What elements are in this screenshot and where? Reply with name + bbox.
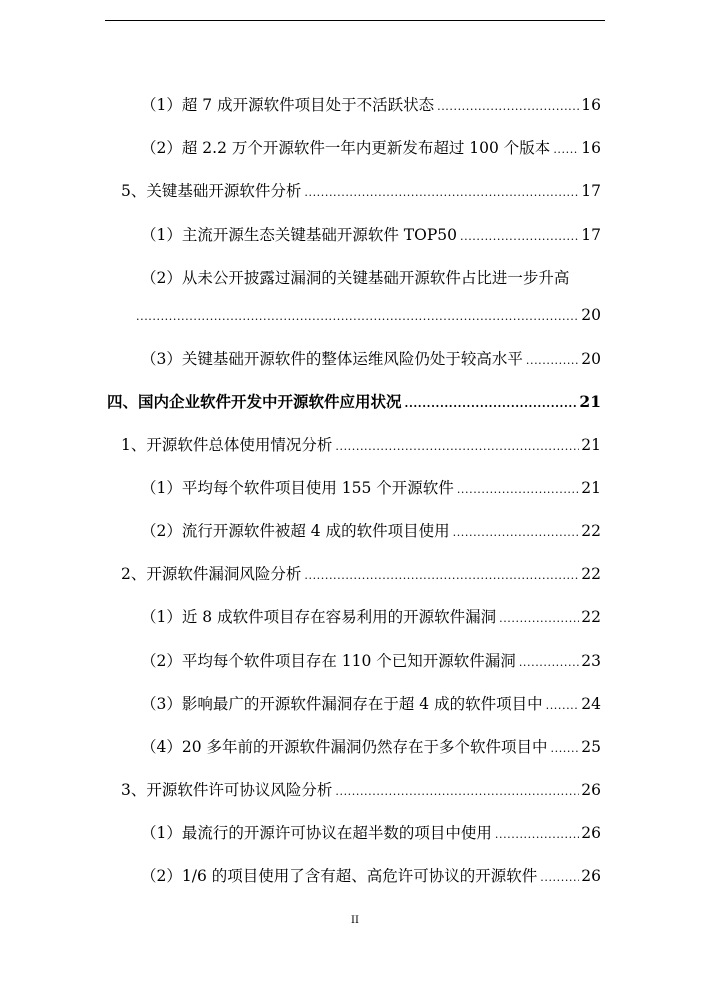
toc-entry-wrapped-title[interactable] [141,268,569,288]
toc-entry[interactable] [141,225,601,247]
toc-entry-page: 16 [581,96,601,114]
toc-entry-title: （1）超 7 成开源软件项目处于不活跃状态 [141,96,435,114]
toc-leader [460,227,579,247]
toc-leader [304,183,579,203]
toc-chapter-entry[interactable] [107,392,601,414]
toc-entry-page: 17 [581,182,601,200]
toc-entry-title: （2）平均每个软件项目存在 110 个已知开源软件漏洞 [141,652,516,670]
toc-leader [335,437,579,457]
toc-entry[interactable] [121,780,601,802]
toc-entry[interactable] [141,866,601,888]
toc-entry-title: （2）流行开源软件被超 4 成的软件项目使用 [141,522,450,540]
toc-leader [453,523,580,543]
toc-entry-title: （2）从未公开披露过漏洞的关键基础开源软件占比进一步升高 [141,269,570,287]
toc-entry-page: 22 [581,565,601,583]
toc-entry[interactable] [141,95,601,117]
toc-entry-page: 24 [581,695,601,713]
toc-entry[interactable] [141,607,601,629]
toc-entry-page: 22 [581,522,601,540]
toc-entry-title: （1）主流开源生态关键基础开源软件 TOP50 [141,226,457,244]
header-rule [105,20,605,21]
toc-entry-page: 21 [579,392,601,411]
toc-entry[interactable] [141,138,601,160]
toc-entry-page: 22 [581,608,601,626]
toc-leader [540,868,579,888]
toc-entry-title: 1、开源软件总体使用情况分析 [121,436,333,454]
toc-entry-page: 21 [581,479,601,497]
toc-entry[interactable] [141,521,601,543]
toc-leader [526,351,579,371]
toc-entry-title: （1）平均每个软件项目使用 155 个开源软件 [141,479,454,497]
toc-entry[interactable] [121,435,601,457]
toc-entry[interactable] [141,823,601,845]
toc-entry[interactable] [141,349,601,371]
toc-entry[interactable] [141,651,601,673]
toc-entry-title: 四、国内企业软件开发中开源软件应用状况 [107,392,402,411]
toc-leader [405,394,578,414]
toc-entry[interactable] [141,737,601,759]
toc-leader [553,140,579,160]
toc-leader [551,739,580,759]
toc-entry-title: （1）最流行的开源许可协议在超半数的项目中使用 [141,824,492,842]
toc-entry-title: 2、开源软件漏洞风险分析 [121,565,302,583]
toc-leader [437,97,579,117]
toc-entry[interactable] [121,564,601,586]
toc-entry-wrapped-leader[interactable] [136,305,601,327]
toc-leader [495,825,579,845]
toc-entry-title: （2）1/6 的项目使用了含有超、高危许可协议的开源软件 [141,867,538,885]
toc-entry-page: 26 [581,781,601,799]
toc-entry-page: 20 [581,306,601,324]
page-number: II [351,915,359,926]
toc-leader [335,782,579,802]
toc-leader [519,653,579,673]
toc-entry[interactable] [141,478,601,500]
toc-entry-page: 17 [581,226,601,244]
toc-entry-page: 26 [581,867,601,885]
toc-entry-page: 16 [581,139,601,157]
toc-entry-title: 3、开源软件许可协议风险分析 [121,781,333,799]
toc-entry-title: （3）关键基础开源软件的整体运维风险仍处于较高水平 [141,350,523,368]
toc-leader [499,609,579,629]
toc-entry-title: （4）20 多年前的开源软件漏洞仍然存在于多个软件项目中 [141,738,548,756]
toc-entry[interactable] [121,181,601,203]
toc-entry-page: 23 [581,652,601,670]
toc-leader [457,480,579,500]
toc-entry-page: 20 [581,350,601,368]
toc-entry-title: （1）近 8 成软件项目存在容易利用的开源软件漏洞 [141,608,497,626]
toc-entry[interactable] [141,694,601,716]
toc-leader [136,307,579,327]
toc-leader [546,696,580,716]
toc-entry-title: 5、关键基础开源软件分析 [121,182,302,200]
toc-entry-title: （2）超 2.2 万个开源软件一年内更新发布超过 100 个版本 [141,139,551,157]
toc-entry-title: （3）影响最广的开源软件漏洞存在于超 4 成的软件项目中 [141,695,543,713]
toc-entry-page: 26 [581,824,601,842]
toc-entry-page: 25 [581,738,601,756]
toc-entry-page: 21 [581,436,601,454]
toc-leader [304,566,579,586]
